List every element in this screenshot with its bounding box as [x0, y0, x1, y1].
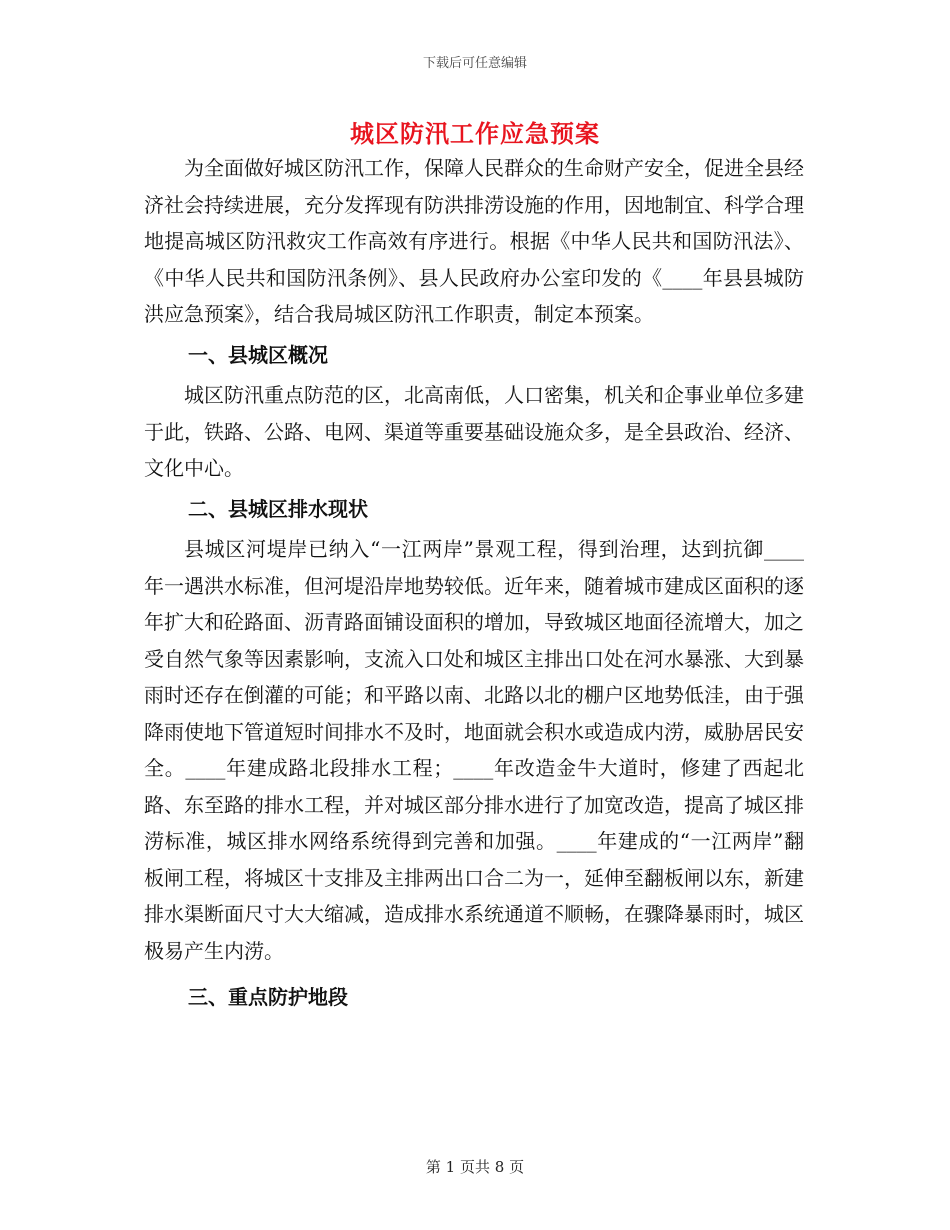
- overview-paragraph: 城区防汛重点防范的区，北高南低，人口密集，机关和企事业单位多建于此，铁路、公路、电网、渠道等重要基础设施众多，是全县政治、经济、文化中心。: [144, 383, 804, 480]
- document-body: [144, 150, 804, 1020]
- page-header: 下载后可任意编辑: [422, 56, 527, 71]
- section-heading-drainage: 二、县城区排水现状: [188, 496, 368, 521]
- document-title: 城区防汛工作应急预案: [350, 119, 600, 148]
- section-heading-overview: 一、县城区概况: [188, 342, 328, 367]
- section-heading-key-areas: 三、重点防护地段: [188, 985, 348, 1009]
- intro-paragraph: 为全面做好城区防汛工作，保障人民群众的生命财产安全，促进全县经济社会持续进展，充分发挥现有防洪排涝设施的作用，因地制宜、科学合理地提高城区防汛救灾工作高效有序进行。根据《中华人民共和国防汛法》、《中华人民共和国防汛条例》、县人民政府办公室印发的《____年县县城防洪应急预案》，结合我局城区防汛工作职责，制定本预案。: [144, 156, 804, 326]
- drainage-paragraph: 县城区河堤岸已纳入“一江两岸”景观工程，得到治理，达到抗御____年一遇洪水标准，但河堤沿岸地势较低。近年来，随着城市建成区面积的逐年扩大和砼路面、沥青路面铺设面积的增加，导致城区地面径流增大，加之受自然气象等因素影响，支流入口处和城区主排出口处在河水暴涨、大到暴雨时还存在倒灌的可能；和平路以南、北路以北的棚户区地势低洼，由于强降雨使地下管道短时间排水不及时，地面就会积水或造成内涝，威胁居民安全。____年建成路北段排水工程；____年改造金牛大道时，修建了西起北路、东至路的排水工程，并对城区部分排水进行了加宽改造，提高了城区排涝标准，城区排水网络系统得到完善和加强。____年建成的“一江两岸”翻板闸工程，将城区十支排及主排两出口合二为一，延伸至翻板闸以东，新建排水渠断面尺寸大大缩减，造成排水系统通道不顺畅，在骤降暴雨时，城区极易产生内涝。: [144, 537, 804, 963]
- page-footer: 第 1 页共 8 页: [425, 1158, 525, 1176]
